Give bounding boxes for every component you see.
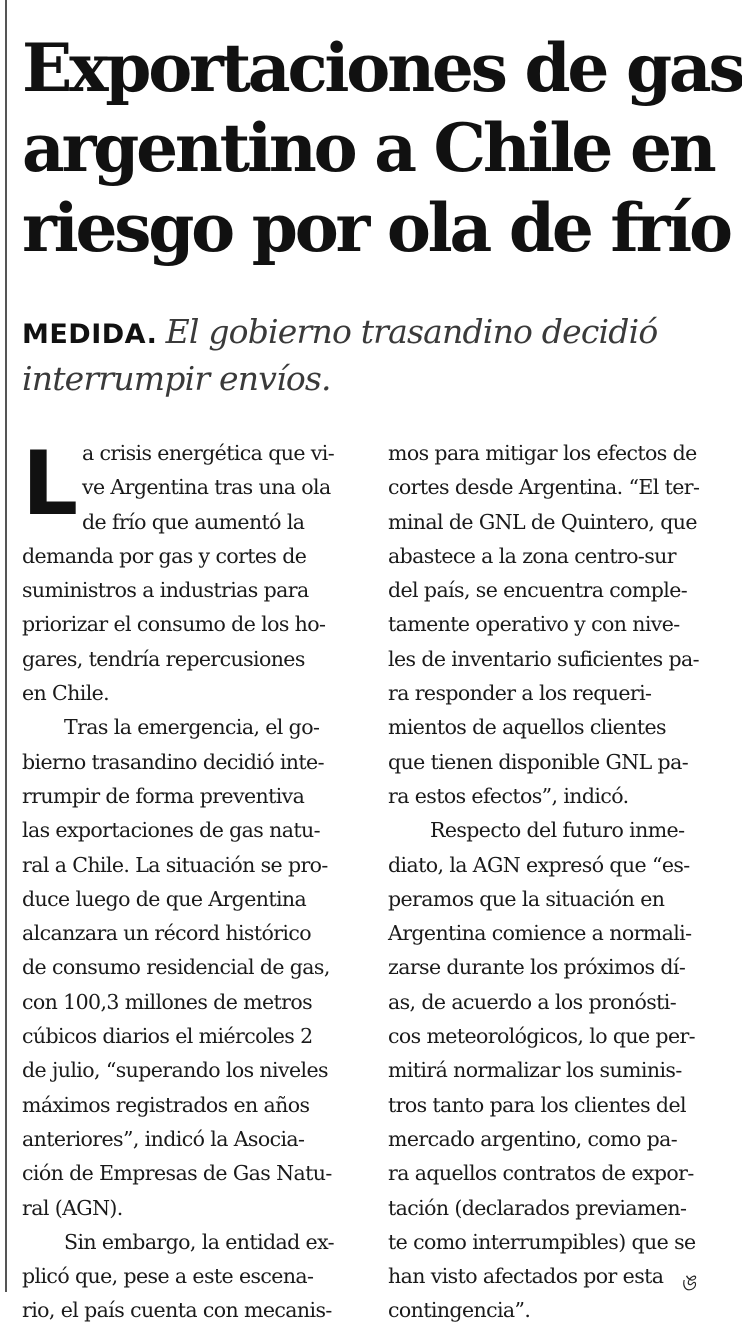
text-line: del país, se encuentra comple- bbox=[388, 578, 688, 603]
text-line: tros tanto para los clientes del bbox=[388, 1092, 686, 1117]
article-column-left bbox=[22, 432, 352, 1328]
lead-text: El gobierno trasandino decidió bbox=[165, 312, 658, 351]
text-line: tamente operativo y con nive- bbox=[388, 612, 680, 637]
text-line: rrumpir de forma preventiva bbox=[22, 783, 305, 808]
text-line: ve Argentina tras una ola bbox=[82, 475, 331, 500]
text-line: cos meteorológicos, lo que per- bbox=[388, 1024, 696, 1049]
text-line: Tras la emergencia, el go- bbox=[64, 715, 320, 740]
text-line: contingencia”. bbox=[388, 1298, 531, 1323]
text-line: ral (AGN). bbox=[22, 1195, 123, 1220]
text-line: duce luego de que Argentina bbox=[22, 886, 307, 911]
text-line: priorizar el consumo de los ho- bbox=[22, 612, 326, 637]
lead-kicker: MEDIDA. bbox=[22, 319, 158, 350]
text-line: te como interrumpibles) que se bbox=[388, 1229, 696, 1254]
page-left-rule bbox=[5, 0, 7, 1292]
text-line: en Chile. bbox=[22, 681, 110, 706]
text-line: plicó que, pese a este escena- bbox=[22, 1264, 314, 1289]
text-line: anteriores”, indicó la Asocia- bbox=[22, 1126, 305, 1151]
text-line: de frío que aumentó la bbox=[82, 509, 305, 534]
text-line: ra responder a los requeri- bbox=[388, 681, 652, 706]
text-line: abastece a la zona centro-sur bbox=[388, 543, 676, 568]
text-line: bierno trasandino decidió inte- bbox=[22, 749, 324, 774]
text-line: Respecto del futuro inme- bbox=[430, 818, 685, 843]
text-line: zarse durante los próximos dí- bbox=[388, 955, 686, 980]
text-line: suministros a industrias para bbox=[22, 578, 309, 603]
text-line: diato, la AGN expresó que “es- bbox=[388, 852, 690, 877]
text-line: ra estos efectos”, indicó. bbox=[388, 783, 629, 808]
text-line: mitirá normalizar los suminis- bbox=[388, 1058, 682, 1083]
text-line: alcanzara un récord histórico bbox=[22, 921, 311, 946]
text-line: les de inventario suficientes pa- bbox=[388, 646, 699, 671]
drop-cap: L bbox=[22, 432, 78, 535]
headline-line: argentino a Chile en bbox=[22, 109, 714, 187]
text-line: peramos que la situación en bbox=[388, 886, 665, 911]
text-line: as, de acuerdo a los pronósti- bbox=[388, 989, 677, 1014]
text-line: rio, el país cuenta con mecanis- bbox=[22, 1298, 332, 1323]
text-line: mientos de aquellos clientes bbox=[388, 715, 666, 740]
text-line: mercado argentino, como pa- bbox=[388, 1126, 678, 1151]
text-line: minal de GNL de Quintero, que bbox=[388, 509, 697, 534]
text-line: ra aquellos contratos de expor- bbox=[388, 1161, 694, 1186]
text-line: a crisis energética que vi- bbox=[82, 441, 335, 465]
text-line: Sin embargo, la entidad ex- bbox=[64, 1229, 334, 1254]
text-line: Argentina comience a normali- bbox=[388, 921, 692, 946]
text-line: ral a Chile. La situación se pro- bbox=[22, 852, 328, 877]
text-line: de consumo residencial de gas, bbox=[22, 955, 330, 980]
text-line: máximos registrados en años bbox=[22, 1092, 310, 1117]
headline bbox=[22, 28, 742, 268]
text-line: de julio, “superando los niveles bbox=[22, 1058, 328, 1083]
text-line: cortes desde Argentina. “El ter- bbox=[388, 475, 700, 500]
headline-line: Exportaciones de gas bbox=[22, 29, 742, 107]
article-column-right bbox=[388, 436, 718, 1328]
lead-paragraph bbox=[22, 310, 734, 402]
text-line: demanda por gas y cortes de bbox=[22, 543, 307, 568]
text-line: con 100,3 millones de metros bbox=[22, 989, 313, 1014]
end-of-article-mark-icon: ঙ bbox=[680, 1271, 697, 1296]
text-line: ción de Empresas de Gas Natu- bbox=[22, 1161, 332, 1186]
text-line: cúbicos diarios el miércoles 2 bbox=[22, 1024, 313, 1049]
text-line: que tienen disponible GNL pa- bbox=[388, 749, 689, 774]
text-line: gares, tendría repercusiones bbox=[22, 646, 305, 671]
text-line: tación (declarados previamen- bbox=[388, 1195, 687, 1220]
text-line: han visto afectados por esta bbox=[388, 1264, 664, 1289]
text-line: las exportaciones de gas natu- bbox=[22, 818, 320, 843]
lead-text: interrumpir envíos. bbox=[22, 359, 331, 398]
headline-line: riesgo por ola de frío bbox=[22, 189, 730, 267]
text-line: mos para mitigar los efectos de bbox=[388, 441, 697, 465]
